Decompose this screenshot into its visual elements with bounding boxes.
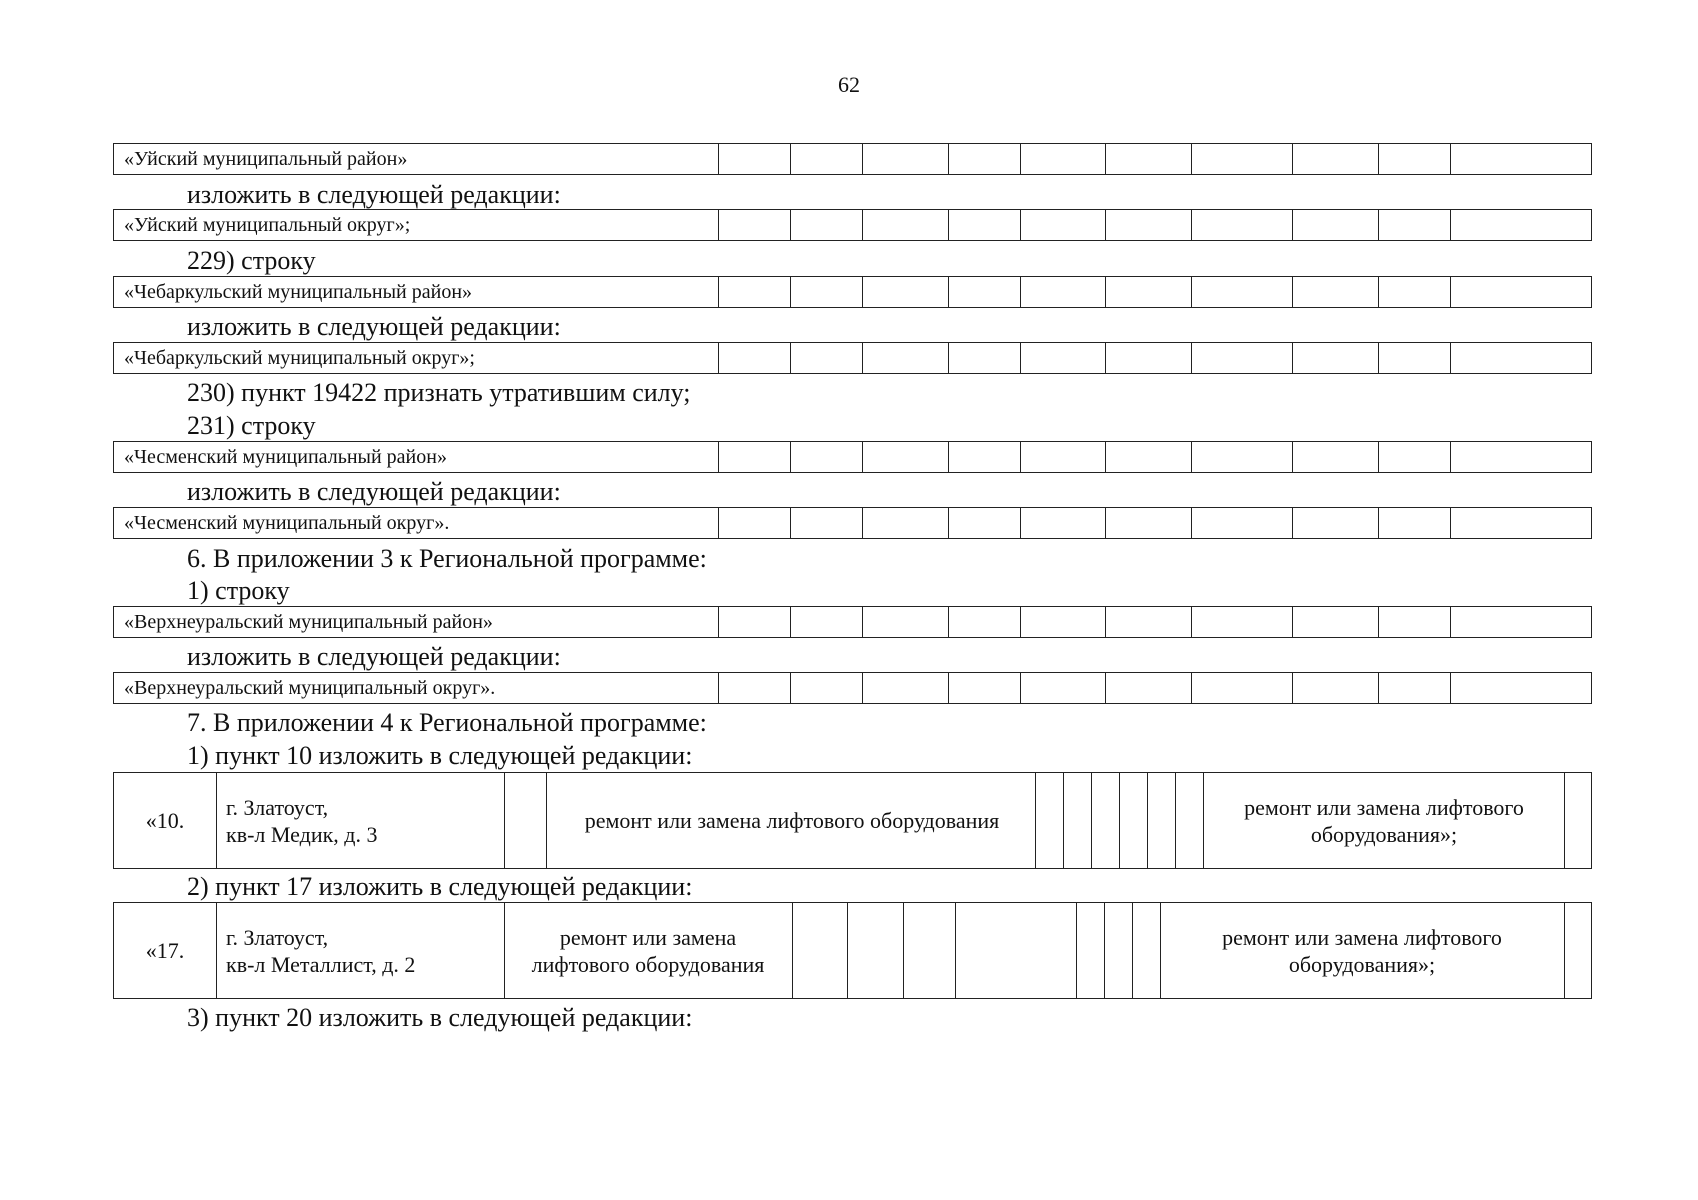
page-number: 62: [838, 72, 860, 97]
row-number: «17.: [145, 938, 185, 963]
result-cell: [1160, 903, 1564, 998]
row-name: «Чебаркульский муниципальный округ»;: [124, 347, 475, 369]
address-line: г. Златоуст,: [226, 924, 329, 950]
table-row: [113, 441, 1592, 473]
paragraph: 1) строку: [187, 576, 290, 605]
row-name: «Верхнеуральский муниципальный район»: [124, 611, 493, 633]
result-line: оборудования»;: [1310, 821, 1458, 847]
address-cell: [226, 773, 506, 868]
paragraph: 3) пункт 20 изложить в следующей редакции:: [187, 1003, 693, 1032]
work-line: лифтового оборудования: [531, 951, 765, 977]
paragraph: 7. В приложении 4 к Региональной программе:: [187, 708, 707, 737]
paragraph: 2) пункт 17 изложить в следующей редакции:: [187, 872, 693, 901]
paragraph: 231) строку: [187, 411, 316, 440]
row-number: «10.: [145, 808, 185, 833]
paragraph: изложить в следующей редакции:: [187, 312, 561, 341]
row-name: «Чесменский муниципальный округ».: [124, 512, 450, 534]
table-row: [113, 143, 1592, 175]
work-cell: [504, 903, 792, 998]
result-line: оборудования»;: [1288, 951, 1436, 977]
table-row: [113, 209, 1592, 241]
paragraph: изложить в следующей редакции:: [187, 642, 561, 671]
table-row: [113, 276, 1592, 308]
address-line: г. Златоуст,: [226, 794, 329, 820]
result-cell: [1203, 773, 1565, 868]
paragraph: изложить в следующей редакции:: [187, 180, 561, 209]
row-name: «Уйский муниципальный округ»;: [124, 214, 411, 236]
row-name: «Чебаркульский муниципальный район»: [124, 281, 473, 303]
table-point-10: [113, 772, 1592, 869]
table-row: [113, 507, 1592, 539]
paragraph: 1) пункт 10 изложить в следующей редакции:: [187, 741, 693, 770]
work-line: ремонт или замена: [559, 924, 737, 950]
result-line: ремонт или замена лифтового: [1244, 794, 1524, 820]
address-cell: [226, 903, 506, 998]
address-line: кв-л Медик, д. 3: [226, 821, 378, 847]
table-row: [113, 606, 1592, 638]
table-row: [113, 342, 1592, 374]
row-name: «Верхнеуральский муниципальный округ».: [124, 677, 496, 699]
paragraph: 6. В приложении 3 к Региональной программе:: [187, 544, 707, 573]
address-line: кв-л Металлист, д. 2: [226, 951, 416, 977]
row-name: «Чесменский муниципальный район»: [124, 446, 447, 468]
paragraph: 229) строку: [187, 246, 316, 275]
result-line: ремонт или замена лифтового: [1222, 924, 1502, 950]
row-name: «Уйский муниципальный район»: [124, 148, 408, 170]
table-point-17: [113, 902, 1592, 999]
table-row: [113, 672, 1592, 704]
work-cell: ремонт или замена лифтового оборудования: [584, 808, 1000, 833]
paragraph: 230) пункт 19422 признать утратившим силу;: [187, 378, 691, 407]
paragraph: изложить в следующей редакции:: [187, 477, 561, 506]
